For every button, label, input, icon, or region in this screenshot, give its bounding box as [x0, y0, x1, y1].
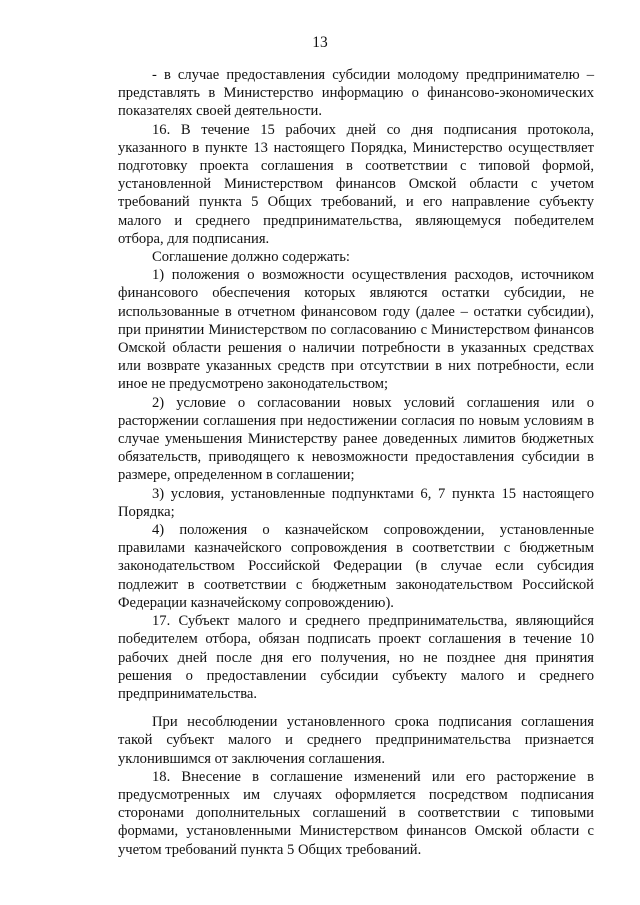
paragraph-item-2: 2) условие о согласовании новых условий соглашения или о расторжении соглашения при недостижении согласия по новым условиям в случае уменьшения Министерству ранее доведенных лимитов бюджетных обязательств, приводящего к невозможности предоставления субсидии в размере, определенном в соглашении;: [118, 394, 594, 484]
paragraph-item-3: 3) условия, установленные подпунктами 6, 7 пункта 15 настоящего Порядка;: [118, 485, 594, 520]
page-number: 13: [312, 34, 328, 51]
document-body: [118, 66, 594, 859]
paragraph-agreement-contents: Соглашение должно содержать:: [152, 249, 350, 266]
paragraph-item-1: 1) положения о возможности осуществления расходов, источником финансового обеспечения которых являются остатки субсидии, не использованные в отчетном финансовом году (далее – остатки субсидии), при принятии Министерством по согласованию с Министерством финансов Омской области решения о наличии потребности в указанных средствах или возврате указанных средств при отсутствии в них потребности, если иное не предусмотрено законодательством;: [118, 267, 594, 393]
paragraph-bullet-molodoy: - в случае предоставления субсидии молодому предпринимателю – представлять в Министерство информацию о финансово-экономических показателях своей деятельности.: [118, 67, 594, 120]
paragraph-17-noncompliance: При несоблюдении установленного срока подписания соглашения такой субъект малого и среднего предпринимательства признается уклонившимся от заключения соглашения.: [118, 714, 594, 767]
paragraph-16: 16. В течение 15 рабочих дней со дня подписания протокола, указанного в пункте 13 настоящего Порядка, Министерство осуществляет подготовку проекта соглашения в соответствии с типовой формой, установленной Министерством финансов Омской области с учетом требований пункта 5 Общих требований, и его направление субъекту малого и среднего предпринимательства, являющемуся победителем отбора, для подписания.: [118, 121, 594, 247]
paragraph-item-4: 4) положения о казначейском сопровождении, установленные правилами казначейского сопровождения в соответствии с бюджетным законодательством Российской Федерации (в случае если субсидия подлежит в соответствии с бюджетным законодательством Российской Федерации казначейскому сопровождению).: [118, 522, 594, 611]
paragraph-17: 17. Субъект малого и среднего предпринимательства, являющийся победителем отбора, обязан подписать проект соглашения в течение 10 рабочих дней после дня его получения, но не позднее дня принятия решения о предоставлении субсидии субъекту малого и среднего предпринимательства.: [118, 613, 594, 702]
paragraph-18: 18. Внесение в соглашение изменений или его расторжение в предусмотренных им случаях оформляется посредством подписания сторонами дополнительных соглашений в соответствии с типовыми формами, установленными Министерством финансов Омской области с учетом требований пункта 5 Общих требований.: [118, 768, 594, 858]
